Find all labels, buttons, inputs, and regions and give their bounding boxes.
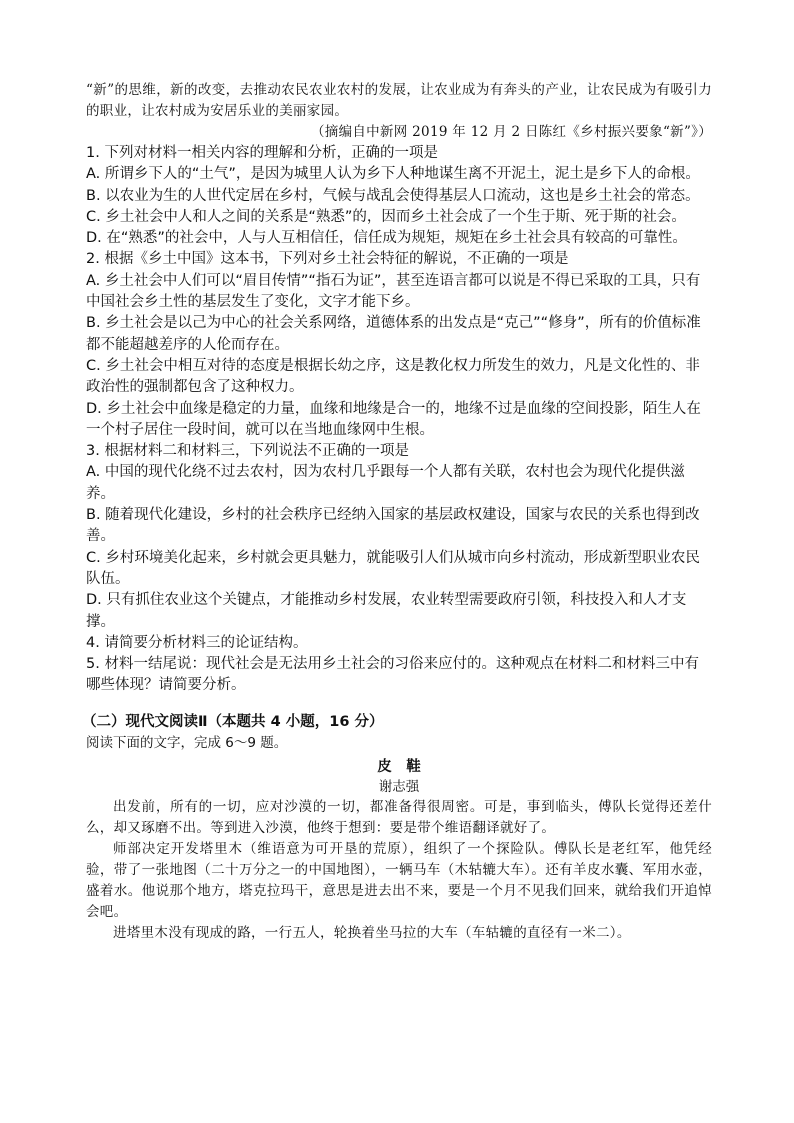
question-2-option-b: B. 乡土社会是以己为中心的社会关系网络，道德体系的出发点是“克己”“修身”，所有的价值标准都不能超越差序的人伦而存在。: [86, 315, 701, 353]
question-5-stem: 5. 材料一结尾说：现代社会是无法用乡土社会的习俗来应付的。这种观点在材料二和材料三中有哪些体现？请简要分析。: [86, 656, 699, 694]
reading-instruction: 阅读下面的文字，完成 6～9 题。: [86, 734, 288, 751]
exam-page: [82, 80, 712, 944]
story-paragraph: 师部决定开发塔里木（维语意为可开垦的荒原），组织了一个探险队。傅队长是老红军，他凭经验，带了一张地图（二十万分之一的中国地图），一辆马车（木轱辘大车）。还有羊皮水囊、军用水壶，盛着水。他说那个地方，塔克拉玛干，意思是进去出不来，要是一个月不见我们回来，就给我们开追悼会吧。: [86, 840, 712, 920]
question-1-option-d: D. 在“熟悉”的社会中，人与人互相信任，信任成为规矩，规矩在乡土社会具有较高的可靠性。: [86, 230, 687, 247]
question-list: [86, 143, 712, 697]
question-2-option-c: C. 乡土社会中相互对待的态度是根据长幼之序，这是教化权力所发生的效力，凡是文化性的、非政治性的强制都包含了这种权力。: [86, 357, 700, 396]
question-1-stem: 1. 下列对材料一相关内容的理解和分析，正确的一项是: [86, 145, 438, 161]
section-heading: （二）现代文阅读Ⅱ（本题共 4 小题，16 分）: [82, 713, 384, 730]
question-2-option-d: D. 乡土社会中血缘是稳定的力量，血缘和地缘是合一的，地缘不过是血缘的空间投影，陌生人在一个村子居住一段时间，就可以在当地血缘网中生根。: [86, 400, 701, 438]
material3-closing-paragraph: “新”的思维，新的改变，去推动农民农业农村的发展，让农业成为有奔头的产业，让农民成为有吸引力的职业，让农村成为安居乐业的美丽家园。: [86, 82, 712, 119]
story-author: 谢志强: [378, 778, 420, 795]
material3-source-citation: （摘编自中新网 2019 年 12 月 2 日陈红《乡村振兴要象“新”》）: [310, 124, 712, 140]
question-2-option-a: A. 乡土社会中人们可以“眉目传情”“指石为证”，甚至连语言都可以说是不得已采取的工具，只有中国社会乡土性的基层发生了变化，文字才能下乡。: [86, 272, 701, 311]
question-1-option-a: A. 所谓乡下人的“土气”，是因为城里人认为乡下人种地谋生离不开泥土，泥土是乡下人的命根。: [86, 166, 700, 183]
question-3-option-d: D. 只有抓住农业这个关键点，才能推动乡村发展，农业转型需要政府引领，科技投入和人才支撑。: [86, 592, 687, 630]
question-2-stem: 2. 根据《乡土中国》这本书，下列对乡土社会特征的解说，不正确的一项是: [86, 251, 569, 268]
question-1-option-b: B. 以农业为生的人世代定居在乡村，气候与战乱会使得基层人口流动，这也是乡土社会的常态。: [86, 187, 700, 204]
question-1-option-c: C. 乡土社会中人和人之间的关系是“熟悉”的，因而乡土社会成了一个生于斯、死于斯的社会。: [86, 208, 686, 225]
story-paragraph: 进塔里木没有现成的路，一行五人，轮换着坐马拉的大车（车轱辘的直径有一米二）。: [113, 924, 631, 941]
question-3-option-a: A. 中国的现代化绕不过去农村，因为农村几乎跟每一个人都有关联，农村也会为现代化提供滋养。: [86, 464, 685, 502]
question-3-stem: 3. 根据材料二和材料三，下列说法不正确的一项是: [86, 443, 409, 460]
question-3-option-c: C. 乡村环境美化起来，乡村就会更具魅力，就能吸引人们从城市向乡村流动，形成新型职业农民队伍。: [86, 549, 700, 587]
story-title: 皮 鞋: [377, 758, 421, 775]
question-4-stem: 4. 请简要分析材料三的论证结构。: [86, 634, 308, 651]
story-body: [86, 797, 712, 944]
question-3-option-b: B. 随着现代化建设，乡村的社会秩序已经纳入国家的基层政权建设，国家与农民的关系也得到改善。: [86, 507, 700, 545]
story-paragraph: 出发前，所有的一切，应对沙漠的一切，都准备得很周密。可是，事到临头，傅队长觉得还差什么，却又琢磨不出。等到进入沙漠，他终于想到：要是带个维语翻译就好了。: [86, 798, 712, 836]
